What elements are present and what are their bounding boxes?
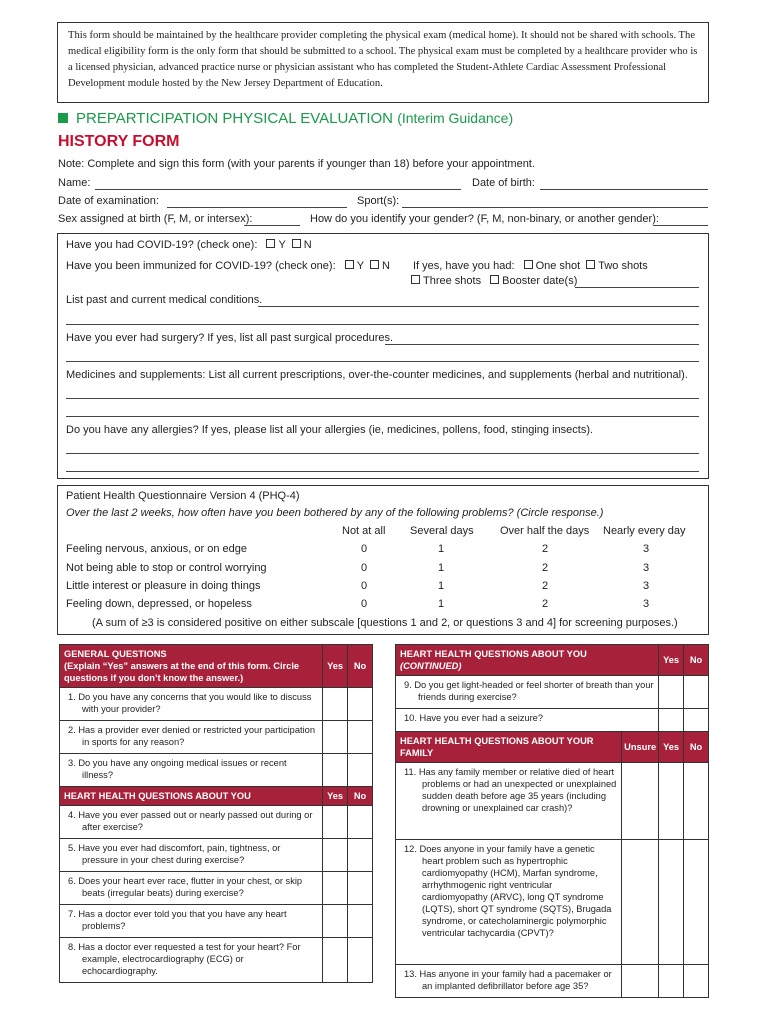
- phq4-header-several-days: Several days: [410, 525, 474, 537]
- general-header: GENERAL QUESTIONS: [64, 649, 167, 659]
- allergies-question: Do you have any allergies? If yes, please list all your allergies (ie, medicines, pollens, food, stinging insects).: [66, 424, 594, 436]
- booster-checkbox[interactable]: [490, 275, 499, 284]
- no-cell[interactable]: [684, 709, 709, 732]
- no-cell[interactable]: [348, 721, 373, 754]
- yes-cell[interactable]: [323, 872, 348, 905]
- yes-column-header: Yes: [323, 787, 348, 806]
- no-column-header: No: [684, 732, 709, 763]
- surgery-question: Have you ever had surgery? If yes, list all past surgical procedures.: [66, 332, 394, 344]
- table-row: [60, 754, 373, 787]
- phq4-row-label: Not being able to stop or control worrying: [66, 562, 267, 574]
- three-shots-checkbox[interactable]: [411, 275, 420, 284]
- dob-label: Date of birth:: [472, 177, 535, 189]
- phq4-option[interactable]: 3: [642, 543, 650, 555]
- phq4-option[interactable]: 1: [437, 543, 445, 555]
- question-text: 5. Have you ever had discomfort, pain, tightness, or pressure in your chest during exercise?: [60, 839, 323, 872]
- heart-continued-header-row: [396, 645, 709, 676]
- question-text: 9. Do you get light-headed or feel shorter of breath than your friends during exercise?: [396, 676, 659, 709]
- surgery-field[interactable]: [385, 344, 699, 345]
- yes-cell[interactable]: [323, 754, 348, 787]
- phq4-title: Patient Health Questionnaire Version 4 (PHQ-4): [66, 490, 300, 502]
- surgery-field-2[interactable]: [66, 361, 699, 362]
- no-cell[interactable]: [348, 688, 373, 721]
- phq4-header-over-half: Over half the days: [500, 525, 590, 537]
- yes-cell[interactable]: [659, 763, 684, 840]
- question-text: 4. Have you ever passed out or nearly passed out during or after exercise?: [60, 806, 323, 839]
- family-header: HEART HEALTH QUESTIONS ABOUT YOUR FAMILY: [396, 732, 622, 763]
- conditions-field[interactable]: [258, 306, 699, 307]
- table-row: [396, 965, 709, 998]
- notice-box: This form should be maintained by the healthcare provider completing the physical exam (medical home). It should not be shared with schools. The medical eligibility form is the only form that should be submitted to a school. The physical exam must be completed by a healthcare provider who is a licensed physician, advanced practice nurse or physician assistant who has completed the Student-Athlete Cardiac Assessment Professional Development module hosted by the New Jersey Department of Education.: [57, 22, 709, 103]
- exam-date-field[interactable]: [167, 207, 347, 208]
- gender-field[interactable]: [653, 225, 708, 226]
- shots-row-2: Three shots Booster date(s): [405, 275, 577, 287]
- unsure-cell[interactable]: [622, 763, 659, 840]
- sports-field[interactable]: [402, 207, 708, 208]
- question-text: 7. Has a doctor ever told you that you have any heart problems?: [60, 905, 323, 938]
- family-header-row: [396, 732, 709, 763]
- gender-label: How do you identify your gender? (F, M, non-binary, or another gender):: [310, 213, 659, 225]
- phq4-row-label: Feeling nervous, anxious, or on edge: [66, 543, 248, 555]
- table-row: [396, 709, 709, 732]
- yes-cell[interactable]: [323, 806, 348, 839]
- sex-label: Sex assigned at birth (F, M, or intersex):: [58, 213, 253, 225]
- yes-cell[interactable]: [323, 905, 348, 938]
- no-cell[interactable]: [348, 872, 373, 905]
- booster-date-field[interactable]: [575, 287, 699, 288]
- covid-question: Have you had COVID-19? (check one): Y N: [66, 239, 312, 251]
- no-cell[interactable]: [684, 763, 709, 840]
- sports-label: Sport(s):: [357, 195, 400, 207]
- phq4-header-nearly-every-day: Nearly every day: [603, 525, 686, 537]
- green-square-icon: [58, 113, 68, 123]
- yes-cell[interactable]: [659, 840, 684, 965]
- immunized-question: Have you been immunized for COVID-19? (check one): Y N: [66, 260, 390, 272]
- yes-column-header: Yes: [323, 645, 348, 688]
- covid-yes-checkbox[interactable]: [266, 239, 275, 248]
- immun-yes-checkbox[interactable]: [345, 260, 354, 269]
- one-shot-checkbox[interactable]: [524, 260, 533, 269]
- table-row: [396, 676, 709, 709]
- heart-header: HEART HEALTH QUESTIONS ABOUT YOU: [60, 787, 323, 806]
- form-title: PREPARTICIPATION PHYSICAL EVALUATION (Interim Guidance): [58, 110, 513, 127]
- allergies-field-2[interactable]: [66, 471, 699, 472]
- question-text: 6. Does your heart ever race, flutter in your chest, or skip beats (irregular beats) during exercise?: [60, 872, 323, 905]
- table-row: [60, 872, 373, 905]
- no-cell[interactable]: [348, 806, 373, 839]
- yes-column-header: Yes: [659, 645, 684, 676]
- no-column-header: No: [348, 787, 373, 806]
- name-label: Name:: [58, 177, 91, 189]
- intro-note: Note: Complete and sign this form (with your parents if younger than 18) before your appointment.: [58, 158, 535, 170]
- phq4-option[interactable]: 2: [541, 598, 549, 610]
- heart-header-row: [60, 787, 373, 806]
- phq4-option[interactable]: 0: [360, 543, 368, 555]
- phq4-option[interactable]: 1: [437, 580, 445, 592]
- unsure-cell[interactable]: [622, 965, 659, 998]
- yes-column-header: Yes: [659, 732, 684, 763]
- phq4-option[interactable]: 0: [360, 562, 368, 574]
- medicines-field-2[interactable]: [66, 416, 699, 417]
- no-cell[interactable]: [348, 905, 373, 938]
- heart-continued-table: [395, 644, 709, 998]
- phq4-option[interactable]: 0: [360, 580, 368, 592]
- medicines-question: Medicines and supplements: List all current prescriptions, over-the-counter medicines, and supplements (herbal and nutritional).: [66, 369, 688, 381]
- yes-cell[interactable]: [323, 688, 348, 721]
- two-shots-checkbox[interactable]: [586, 260, 595, 269]
- question-text: 13. Has anyone in your family had a pacemaker or an implanted defibrillator before age 35?: [396, 965, 622, 998]
- phq4-footnote: (A sum of ≥3 is considered positive on either subscale [questions 1 and 2, or questions 3 and 4] for screening purposes.): [92, 617, 678, 629]
- table-row: [60, 839, 373, 872]
- question-text: 10. Have you ever had a seizure?: [396, 709, 659, 732]
- phq4-row-label: Little interest or pleasure in doing things: [66, 580, 261, 592]
- yes-cell[interactable]: [659, 709, 684, 732]
- unsure-cell[interactable]: [622, 840, 659, 965]
- phq4-option[interactable]: 3: [642, 580, 650, 592]
- phq4-option[interactable]: 0: [360, 598, 368, 610]
- question-text: 12. Does anyone in your family have a genetic heart problem such as hypertrophic cardiomyopathy (HCM), Marfan syndrome, arrhythmogenic right ventricular cardiomyopathy (ARVC), long QT syndrome (LQTS), short QT syndrome (SQTS), Brugada syndrome, or catecholaminergic polymorphic ventricular tachycardia (CPVT)?: [396, 840, 622, 965]
- phq4-option[interactable]: 3: [642, 598, 650, 610]
- continued-label: (CONTINUED): [400, 661, 462, 671]
- yes-cell[interactable]: [659, 965, 684, 998]
- history-form-title: HISTORY FORM: [58, 133, 180, 150]
- no-cell[interactable]: [684, 965, 709, 998]
- no-cell[interactable]: [684, 840, 709, 965]
- table-row: [60, 905, 373, 938]
- no-cell[interactable]: [348, 938, 373, 983]
- conditions-question: List past and current medical conditions.: [66, 294, 263, 306]
- no-cell[interactable]: [348, 839, 373, 872]
- table-row: [60, 721, 373, 754]
- yes-cell[interactable]: [323, 938, 348, 983]
- table-row: [396, 763, 709, 840]
- table-row: [396, 840, 709, 965]
- dob-field[interactable]: [540, 189, 708, 190]
- no-cell[interactable]: [684, 676, 709, 709]
- phq4-option[interactable]: 2: [541, 543, 549, 555]
- question-text: 3. Do you have any ongoing medical issues or recent illness?: [60, 754, 323, 787]
- sex-field[interactable]: [244, 225, 300, 226]
- no-cell[interactable]: [348, 754, 373, 787]
- phq4-option[interactable]: 2: [541, 580, 549, 592]
- no-column-header: No: [348, 645, 373, 688]
- general-note: (Explain “Yes” answers at the end of this form. Circle questions if you don’t know the answer.): [64, 661, 300, 683]
- yes-cell[interactable]: [659, 676, 684, 709]
- general-header-row: [60, 645, 373, 688]
- phq4-prompt: Over the last 2 weeks, how often have you been bothered by any of the following problems? (Circle response.): [66, 507, 604, 519]
- exam-date-label: Date of examination:: [58, 195, 159, 207]
- general-questions-table: [59, 644, 373, 983]
- name-field[interactable]: [95, 189, 461, 190]
- phq4-option[interactable]: 1: [437, 562, 445, 574]
- heart-continued-header: HEART HEALTH QUESTIONS ABOUT YOU: [400, 649, 587, 659]
- medicines-field[interactable]: [66, 398, 699, 399]
- covid-no-checkbox[interactable]: [292, 239, 301, 248]
- table-row: [60, 688, 373, 721]
- phq4-row-label: Feeling down, depressed, or hopeless: [66, 598, 252, 610]
- no-column-header: No: [684, 645, 709, 676]
- yes-cell[interactable]: [323, 721, 348, 754]
- phq4-option[interactable]: 1: [437, 598, 445, 610]
- question-text: 8. Has a doctor ever requested a test for your heart? For example, electrocardiography (ECG) or echocardiography.: [60, 938, 323, 983]
- phq4-option[interactable]: 3: [642, 562, 650, 574]
- shots-row-1: If yes, have you had: One shot Two shots: [413, 260, 648, 272]
- phq4-header-not-at-all: Not at all: [342, 525, 386, 537]
- table-row: [60, 938, 373, 983]
- phq4-option[interactable]: 2: [541, 562, 549, 574]
- question-text: 2. Has a provider ever denied or restricted your participation in sports for any reason?: [60, 721, 323, 754]
- immun-no-checkbox[interactable]: [370, 260, 379, 269]
- question-text: 11. Has any family member or relative died of heart problems or had an unexpected or unexplained sudden death before age 35 years (including drowning or unexplained car crash)?: [396, 763, 622, 840]
- table-row: [60, 806, 373, 839]
- question-text: 1. Do you have any concerns that you would like to discuss with your provider?: [60, 688, 323, 721]
- allergies-field[interactable]: [66, 453, 699, 454]
- unsure-column-header: Unsure: [622, 732, 659, 763]
- conditions-field-2[interactable]: [66, 324, 699, 325]
- yes-cell[interactable]: [323, 839, 348, 872]
